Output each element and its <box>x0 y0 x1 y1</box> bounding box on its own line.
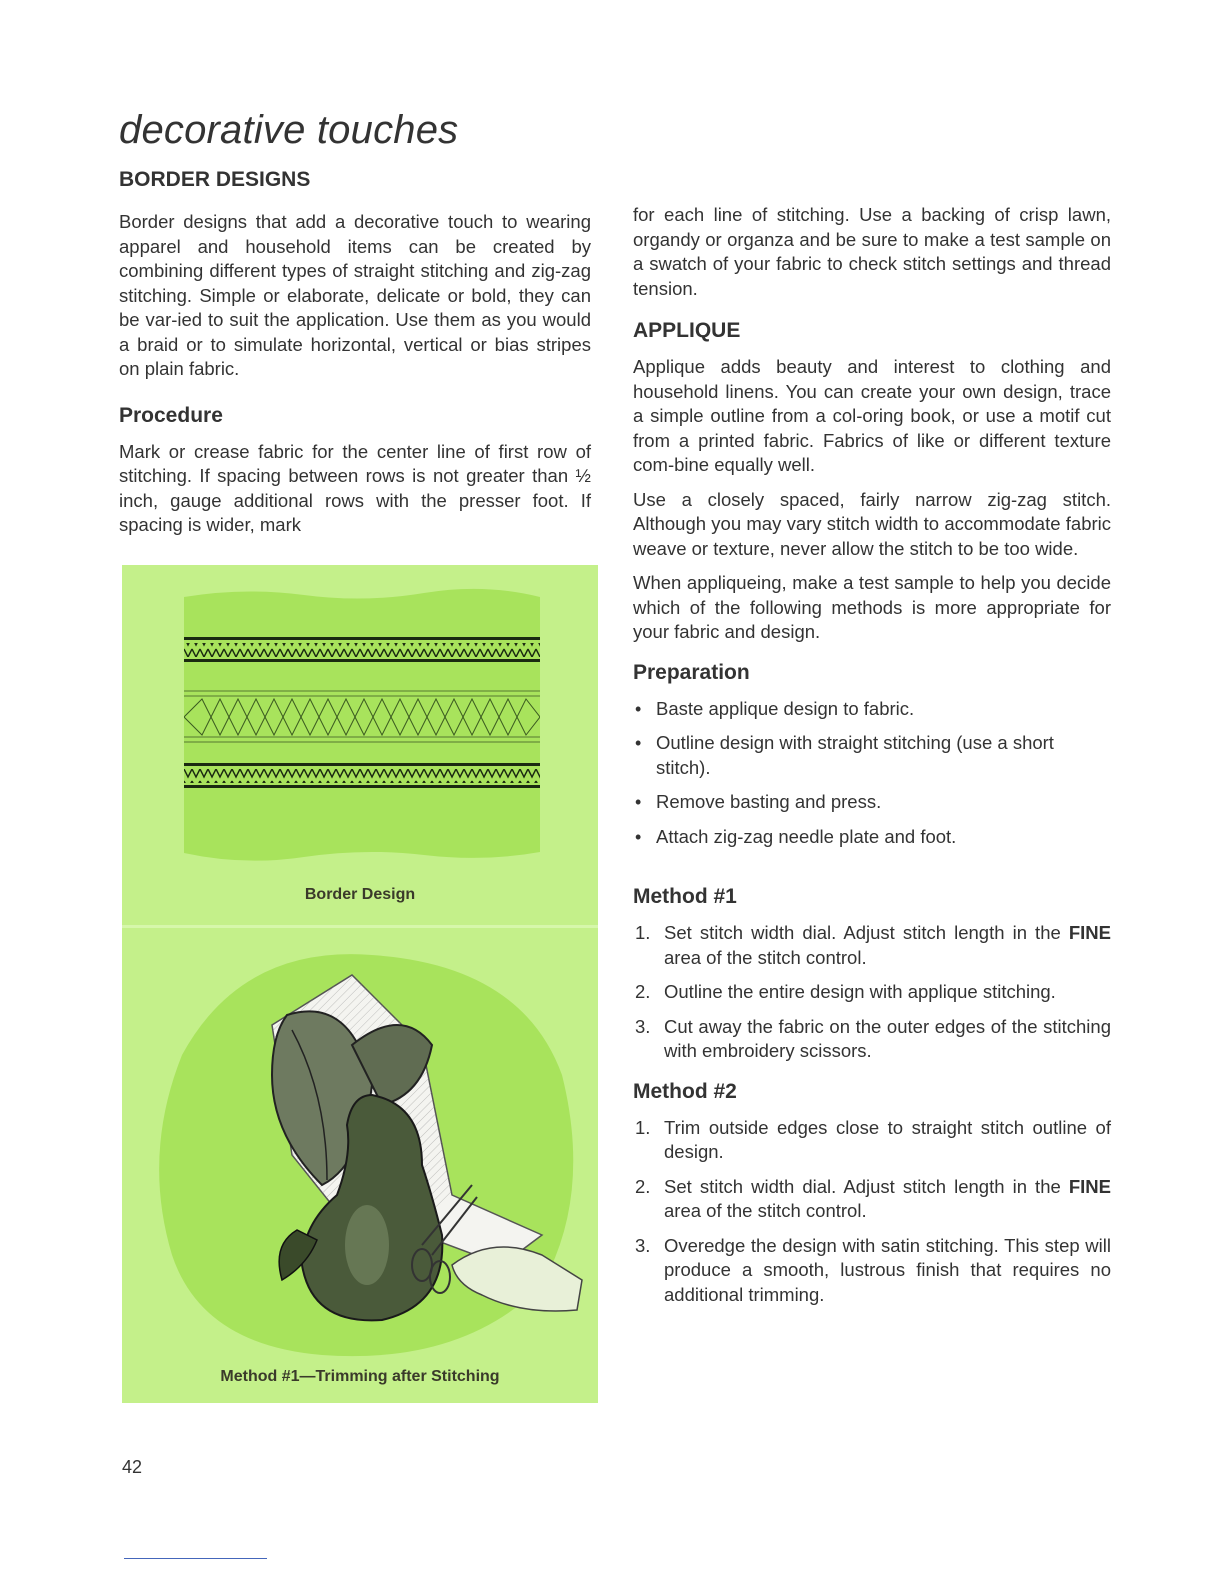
procedure-heading: Procedure <box>119 403 223 427</box>
page-title: decorative touches <box>119 108 459 152</box>
preparation-heading: Preparation <box>633 660 750 684</box>
list-item: • Remove basting and press. <box>635 791 882 812</box>
left-column <box>119 168 591 548</box>
list-item: • Attach zig-zag needle plate and foot. <box>635 825 957 847</box>
list-item: 2. Set stitch width dial. Adjust stitch length in the FINE area of the stitch control. <box>635 1175 1111 1221</box>
list-item: 2. Outline the entire design with applique stitching. <box>635 981 1056 1002</box>
applique-paragraph-1: Applique adds beauty and interest to clothing and household linens. You can create your own design, trace a simple outline from a col-oring book, or use a motif cut from a printed fabric. Fabrics of like or different texture com-bine equally well. <box>633 356 1111 475</box>
panel-divider <box>122 925 598 928</box>
method-1-heading: Method #1 <box>633 885 737 908</box>
illustration-panel <box>122 565 598 1403</box>
list-item: 1. Trim outside edges close to straight stitch outline of design. <box>635 1116 1111 1162</box>
applique-paragraph-2: Use a closely spaced, fairly narrow zig-zag stitch. Although you may vary stitch width to accommodate fabric weave or texture, never allow the stitch to be too wide. <box>633 488 1111 559</box>
border-designs-intro: Border designs that add a decorative touch to wearing apparel and household items can be created by combining different types of straight stitching and zig-zag stitching. Simple or elaborate, delicate or bold, they can be var-ied to suit the application. Use them as you would a braid or to simulate horizontal, vertical or bias stripes on plain fabric. <box>119 211 591 379</box>
list-item: 3. Overedge the design with satin stitching. This step will produce a smooth, lustrous finish that requires no additional trimming. <box>635 1234 1111 1305</box>
border-design-caption: Border Design <box>304 886 416 903</box>
footer-rule <box>124 1558 267 1559</box>
method-2-steps <box>633 1116 1111 1308</box>
method-2-heading: Method #2 <box>633 1079 737 1103</box>
list-item: • Outline design with straight stitching (use a short stitch). <box>635 732 1054 778</box>
applique-paragraph-3: When appliqueing, make a test sample to help you decide which of the following methods is more appropriate for your fabric and design. <box>633 572 1111 642</box>
border-design-illustration <box>184 587 540 862</box>
procedure-text: Mark or crease fabric for the center line of first row of stitching. If spacing between rows is not greater than ½ inch, gauge additional rows with the presser foot. If spacing is wider, mark <box>119 440 591 535</box>
page-number: 42 <box>122 1457 143 1477</box>
pear-applique-illustration <box>122 935 598 1375</box>
list-item: 3. Cut away the fabric on the outer edges of the stitching with embroidery scissors. <box>635 1015 1111 1061</box>
list-item: • Baste applique design to fabric. <box>635 697 915 719</box>
preparation-list <box>633 697 1111 850</box>
method-1-caption: Method #1—Trimming after Stitching <box>220 1368 500 1385</box>
right-column <box>633 203 1111 1317</box>
section-title-border-designs: BORDER DESIGNS <box>119 168 311 191</box>
list-item: 1. Set stitch width dial. Adjust stitch length in the FINE area of the stitch control. <box>635 922 1111 968</box>
section-title-applique: APPLIQUE <box>633 319 741 342</box>
procedure-continuation: for each line of stitching. Use a backing of crisp lawn, organdy or organza and be sure to make a test sample on a swatch of your fabric to check stitch settings and thread tension. <box>633 204 1111 299</box>
method-1-steps <box>633 921 1111 1064</box>
